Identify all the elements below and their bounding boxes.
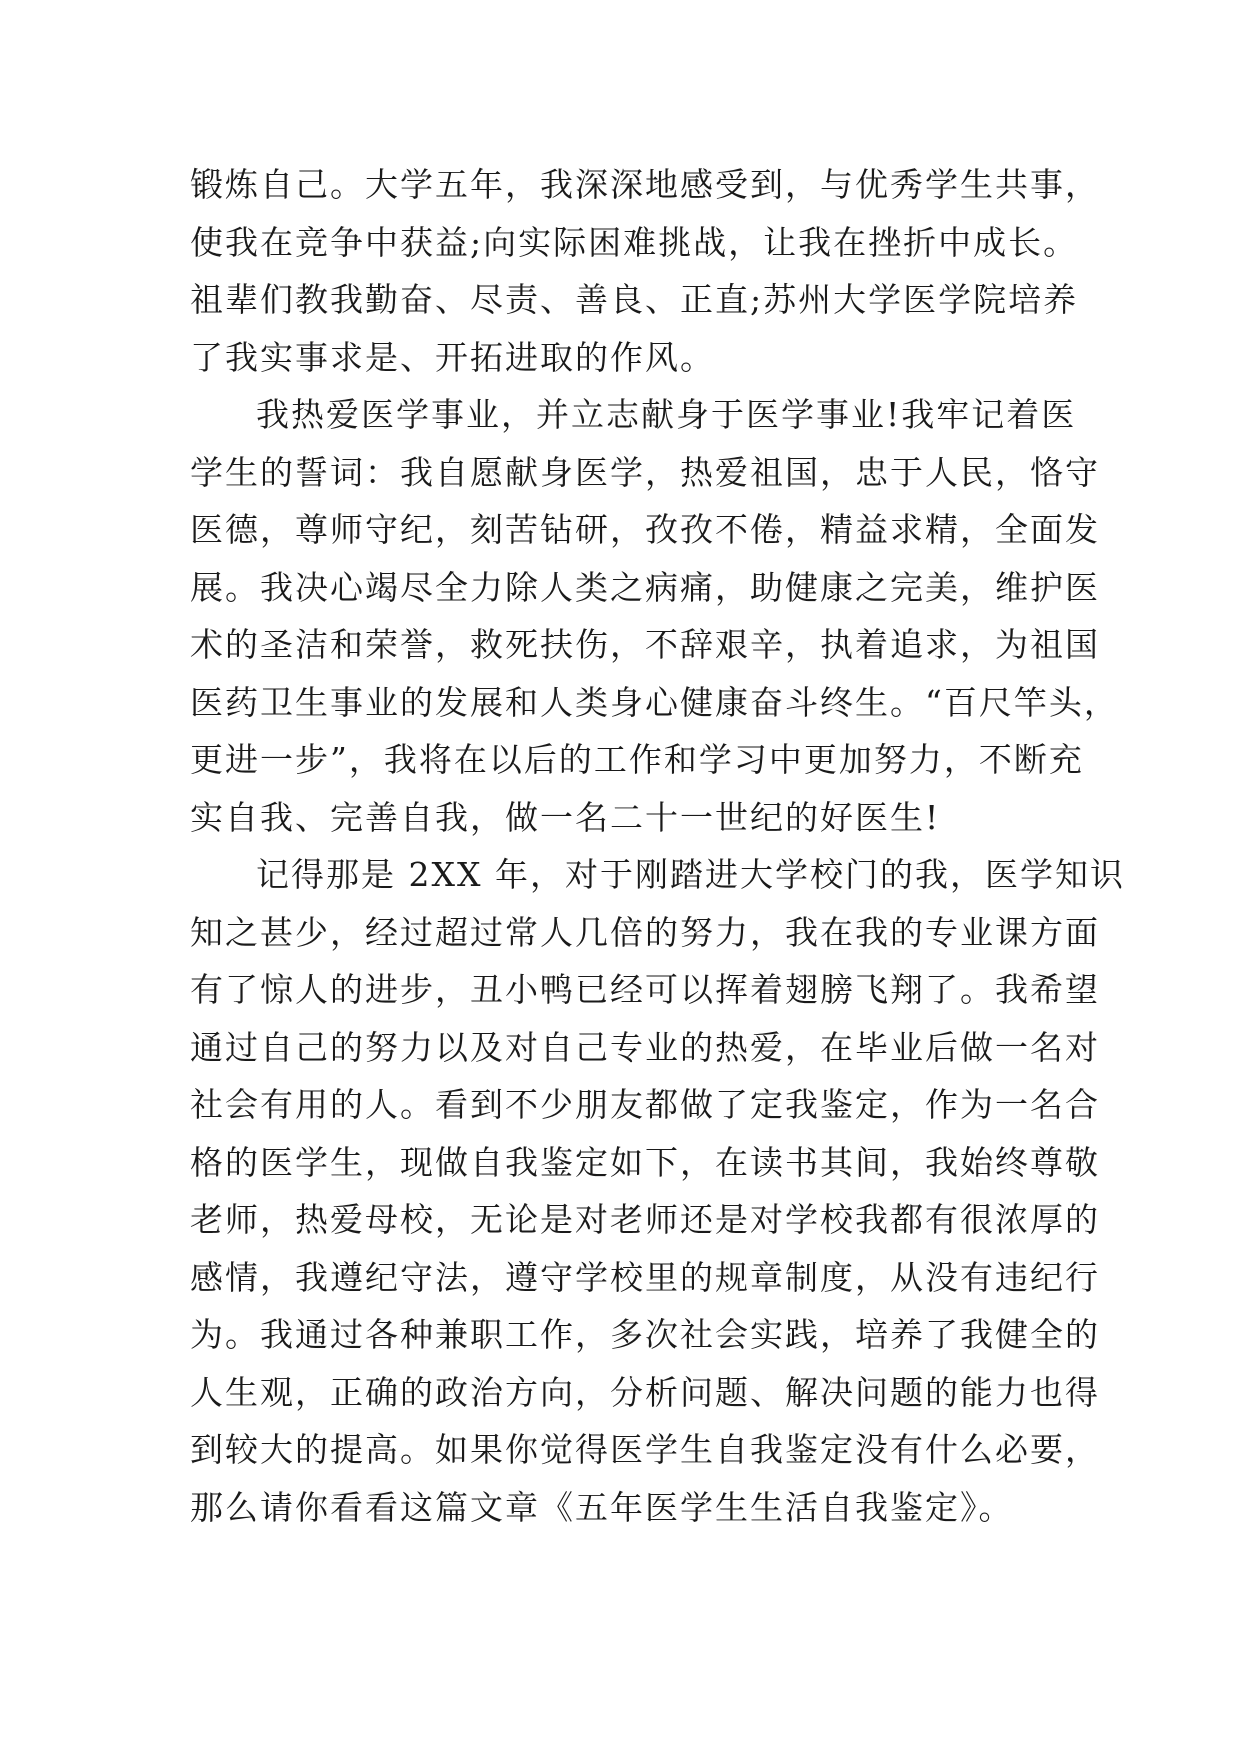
paragraph-1-line-4: 了我实事求是、开拓进取的作风。 <box>190 337 715 377</box>
paragraph-1-line-3: 祖辈们教我勤奋、尽责、善良、正直;苏州大学医学院培养 <box>190 280 1079 319</box>
paragraph-3-line-2: 知之甚少，经过超过常人几倍的努力，我在我的专业课方面 <box>190 912 1100 952</box>
paragraph-3-line-12: 那么请你看看这篇文章《五年医学生生活自我鉴定》。 <box>190 1487 1014 1527</box>
paragraph-2-line-7: 更进一步”，我将在以后的工作和学习中更加努力，不断充 <box>190 740 1084 779</box>
paragraph-3-line-10: 人生观，正确的政治方向，分析问题、解决问题的能力也得 <box>190 1372 1100 1412</box>
paragraph-1-line-1: 锻炼自己。大学五年，我深深地感受到，与优秀学生共事， <box>190 165 1100 204</box>
paragraph-3-line-3: 有了惊人的进步，丑小鸭已经可以挥着翅膀飞翔了。我希望 <box>190 970 1100 1009</box>
paragraph-3-line-9: 为。我通过各种兼职工作，多次社会实践，培养了我健全的 <box>190 1315 1100 1354</box>
paragraph-1-line-2: 使我在竞争中获益;向实际困难挑战，让我在挫折中成长。 <box>190 222 1079 262</box>
paragraph-2-line-3: 医德，尊师守纪，刻苦钻研，孜孜不倦，精益求精，全面发 <box>190 510 1100 549</box>
paragraph-3-line-6: 格的医学生，现做自我鉴定如下，在读书其间，我始终尊敬 <box>190 1142 1100 1182</box>
paragraph-2-line-8: 实自我、完善自我，做一名二十一世纪的好医生! <box>190 797 941 837</box>
paragraph-3-line-8: 感情，我遵纪守法，遵守学校里的规章制度，从没有违纪行 <box>190 1257 1100 1297</box>
paragraph-2-line-2: 学生的誓词：我自愿献身医学，热爱祖国，忠于人民，恪守 <box>190 452 1100 492</box>
paragraph-3-line-4: 通过自己的努力以及对自己专业的热爱，在毕业后做一名对 <box>190 1027 1100 1067</box>
paragraph-2-line-6: 医药卫生事业的发展和人类身心健康奋斗终生。“百尺竿头， <box>190 682 1119 722</box>
paragraph-3-line-7: 老师，热爱母校，无论是对老师还是对学校我都有很浓厚的 <box>190 1200 1100 1239</box>
document-body <box>190 156 1125 1536</box>
paragraph-2-line-4: 展。我决心竭尽全力除人类之病痛，助健康之完美，维护医 <box>190 567 1100 607</box>
paragraph-2-line-1: 我热爱医学事业，并立志献身于医学事业!我牢记着医 <box>256 395 1077 434</box>
paragraph-3-line-1: 记得那是 2XX 年，对于刚踏进大学校门的我，医学知识 <box>256 855 1125 894</box>
paragraph-3-line-11: 到较大的提高。如果你觉得医学生自我鉴定没有什么必要， <box>190 1430 1100 1469</box>
paragraph-2-line-5: 术的圣洁和荣誉，救死扶伤，不辞艰辛，执着追求，为祖国 <box>190 625 1100 664</box>
paragraph-3-line-5: 社会有用的人。看到不少朋友都做了定我鉴定，作为一名合 <box>190 1085 1100 1124</box>
